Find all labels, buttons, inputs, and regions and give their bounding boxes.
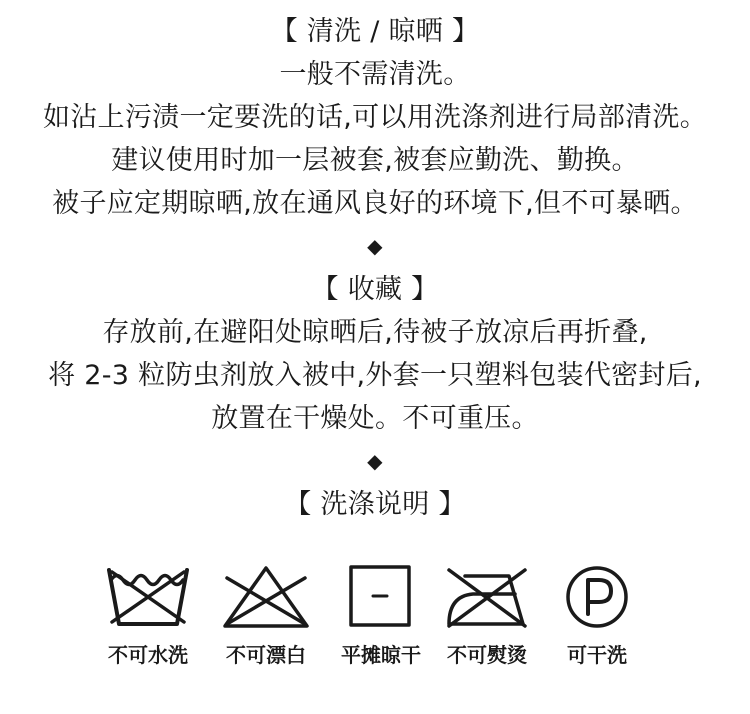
section-title-washing: 【 清洗 / 晾晒 】: [270, 16, 480, 47]
no-wash-icon: [104, 564, 192, 630]
symbol-label: 不可漂白: [226, 643, 306, 667]
diamond-divider: ◆: [367, 449, 383, 473]
storage-line: 放置在干燥处。不可重压。: [211, 403, 539, 434]
symbol-label: 平摊晾干: [341, 643, 421, 667]
storage-line: 存放前,在避阳处晾晒后,待被子放凉后再折叠,: [102, 317, 648, 348]
care-symbol-no-iron: [427, 564, 547, 667]
symbol-label: 不可熨烫: [447, 643, 527, 667]
no-iron-icon: [443, 564, 531, 630]
symbol-label: 不可水洗: [108, 643, 188, 667]
storage-line: 将 2-3 粒防虫剂放入被中,外套一只塑料包装代密封后,: [48, 360, 702, 391]
washing-line: 如沾上污渍一定要洗的话,可以用洗涤剂进行局部清洗。: [42, 102, 708, 133]
section-title-storage: 【 收藏 】: [311, 274, 439, 305]
diamond-divider: ◆: [367, 234, 383, 258]
symbol-label: 可干洗: [567, 643, 627, 667]
washing-line: 一般不需清洗。: [279, 59, 471, 90]
care-symbol-no-wash: [88, 564, 208, 667]
section-title-care: 【 洗涤说明 】: [284, 489, 466, 520]
no-bleach-icon: [221, 564, 311, 630]
washing-line: 建议使用时加一层被套,被套应勤洗、勤换。: [111, 145, 639, 176]
care-symbol-dry-flat: [321, 564, 441, 667]
dry-clean-icon: [564, 564, 630, 630]
washing-line: 被子应定期晾晒,放在通风良好的环境下,但不可暴晒。: [52, 188, 698, 219]
care-symbol-dry-clean: [537, 564, 657, 667]
care-symbol-no-bleach: [206, 564, 326, 667]
dry-flat-icon: [348, 564, 414, 630]
care-instructions-text: [0, 10, 750, 526]
